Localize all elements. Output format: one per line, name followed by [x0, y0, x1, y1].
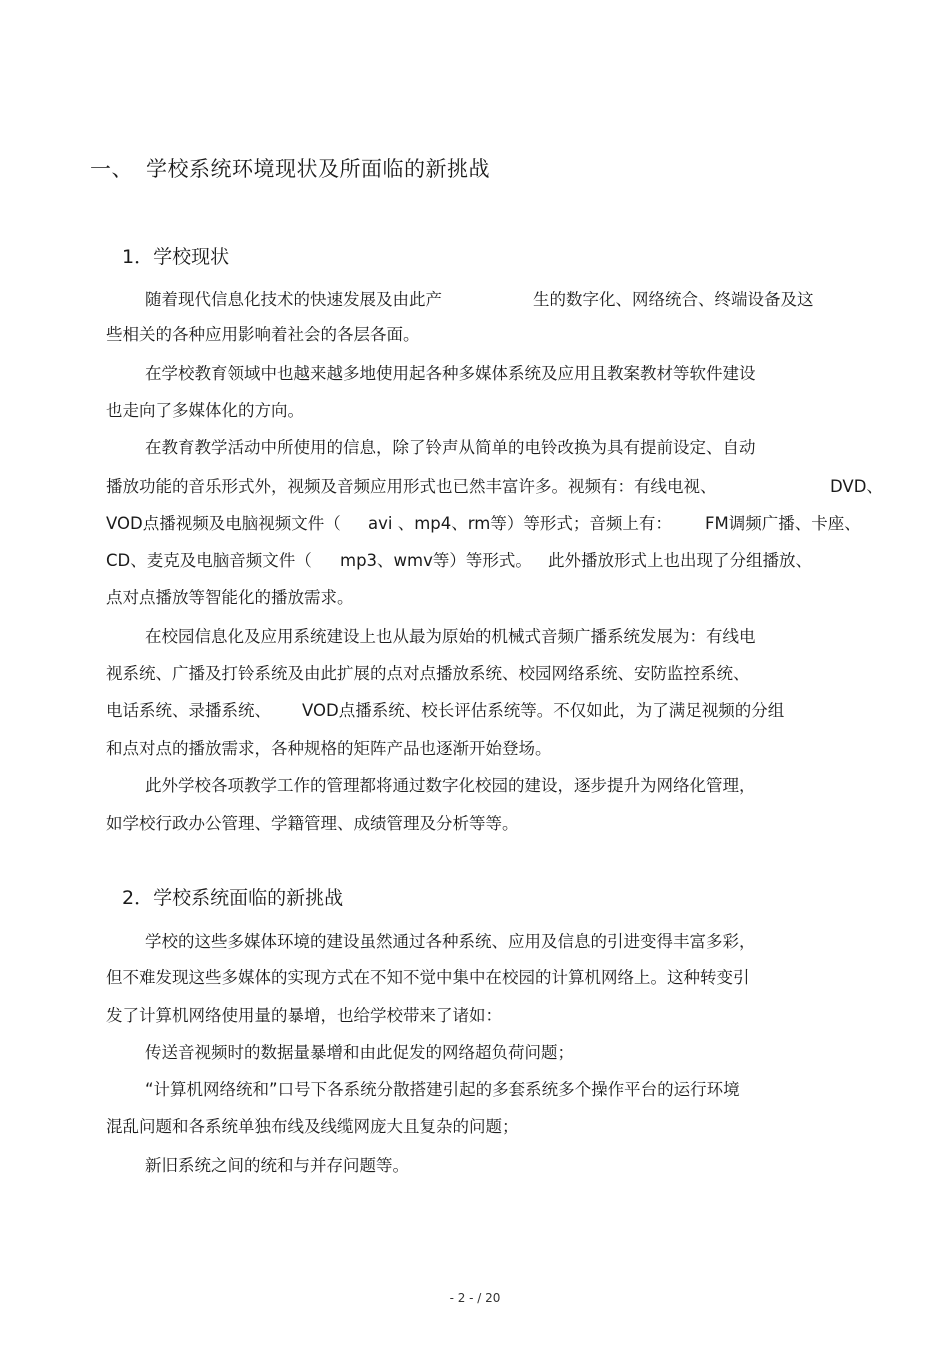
text-line: 但不难发现这些多媒体的实现方式在不知不觉中集中在校园的计算机网络上。这种转变引 — [106, 968, 750, 987]
text-line: 点对点播放等智能化的播放需求。 — [106, 588, 354, 607]
text-line: 在教育教学活动中所使用的信息，除了铃声从简单的电铃改换为具有提前设定、自动 — [145, 438, 756, 457]
text-line: 此外播放形式上也出现了分组播放、 — [548, 551, 812, 570]
section-title-2: 2．学校系统面临的新挑战 — [122, 887, 344, 909]
text-line: 也走向了多媒体化的方向。 — [106, 401, 304, 420]
text-line: DVD、 — [830, 477, 883, 496]
text-line: 些相关的各种应用影响着社会的各层各面。 — [106, 325, 420, 344]
text-line: VOD点播视频及电脑视频文件（ — [106, 514, 341, 533]
text-line: 如学校行政办公管理、学籍管理、成绩管理及分析等等。 — [106, 814, 519, 833]
text-line: FM调频广播、卡座、 — [705, 514, 861, 533]
text-line: VOD点播系统、校长评估系统等。不仅如此，为了满足视频的分组 — [302, 701, 785, 720]
section-title-1: 1．学校现状 — [122, 246, 230, 268]
chapter-number: 一、 — [90, 157, 133, 181]
text-line: 发了计算机网络使用量的暴增，也给学校带来了诸如： — [106, 1006, 502, 1025]
text-line: 在校园信息化及应用系统建设上也从最为原始的机械式音频广播系统发展为：有线电 — [145, 627, 756, 646]
text-line: 和点对点的播放需求，各种规格的矩阵产品也逐渐开始登场。 — [106, 739, 552, 758]
chapter-heading — [90, 153, 490, 183]
text-line: 电话系统、录播系统、 — [106, 701, 271, 720]
text-line: “计算机网络统和”口号下各系统分散搭建引起的多套系统多个操作平台的运行环境 — [145, 1080, 740, 1099]
text-line: 在学校教育领域中也越来越多地使用起各种多媒体系统及应用且教案教材等软件建设 — [145, 364, 756, 383]
text-line: 播放功能的音乐形式外，视频及音频应用形式也已然丰富许多。视频有：有线电视、 — [106, 477, 717, 496]
text-line: 此外学校各项教学工作的管理都将通过数字化校园的建设，逐步提升为网络化管理， — [145, 776, 756, 795]
text-line: 学校的这些多媒体环境的建设虽然通过各种系统、应用及信息的引进变得丰富多彩， — [145, 932, 756, 951]
text-line: 视系统、广播及打铃系统及由此扩展的点对点播放系统、校园网络系统、安防监控系统、 — [106, 664, 750, 683]
chapter-title: 学校系统环境现状及所面临的新挑战 — [146, 157, 490, 181]
text-line: 传送音视频时的数据量暴增和由此促发的网络超负荷问题； — [145, 1043, 574, 1062]
text-line: 混乱问题和各系统单独布线及线缆网庞大且复杂的问题； — [106, 1117, 519, 1136]
text-line: 随着现代信息化技术的快速发展及由此产 — [145, 290, 442, 309]
text-line: mp3、wmv等）等形式。 — [340, 551, 532, 570]
text-line: avi 、mp4、rm等）等形式；音频上有： — [368, 514, 672, 533]
text-line: 生的数字化、网络统合、终端设备及这 — [533, 290, 814, 309]
text-line: CD、麦克及电脑音频文件（ — [106, 551, 312, 570]
text-line: 新旧系统之间的统和与并存问题等。 — [145, 1156, 409, 1175]
page-number: - 2 - / 20 — [449, 1291, 501, 1305]
